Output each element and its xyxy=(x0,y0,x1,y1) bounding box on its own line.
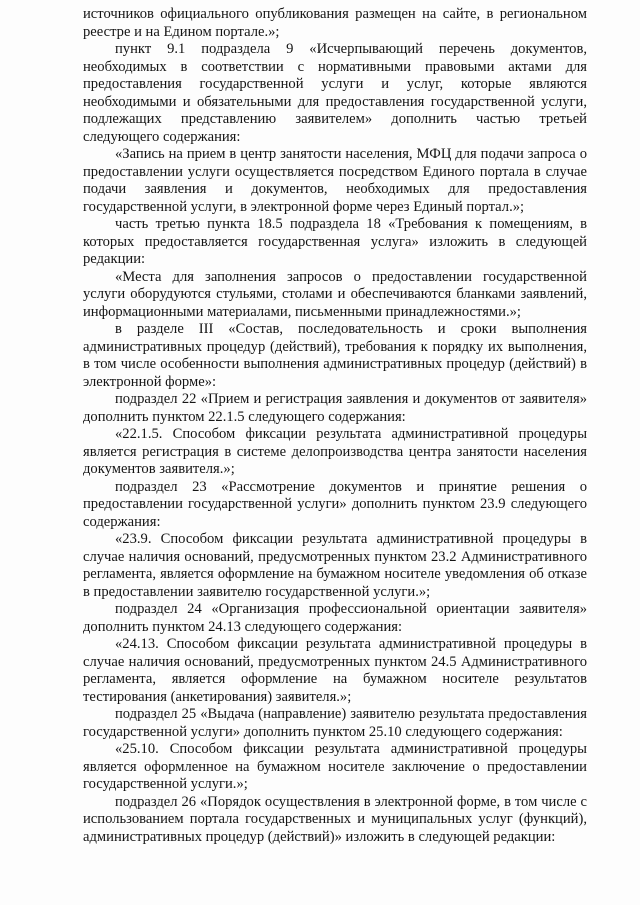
paragraph-continuation: источников официального опубликования размещен на сайте, в региональном реестре и на Едином портале.»; xyxy=(83,6,587,40)
paragraph-subsection-26: подраздел 26 «Порядок осуществления в электронной форме, в том числе с использованием портала государственных и муниципальных услуг (функций), административных процедур (действий)» изложить в следующей редакции: xyxy=(83,793,587,845)
paragraph-quote-appointment: «Запись на прием в центр занятости населения, МФЦ для подачи запроса о предоставлении услуги осуществляется посредством Единого портала в случае подачи заявления и документов, необходимых для предоставления государственной услуги, в электронной форме через Единый портал.»; xyxy=(83,146,587,215)
paragraph-item-9-1: пункт 9.1 подраздела 9 «Исчерпывающий перечень документов, необходимых в соответствии с нормативными правовыми актами для предоставления государственной услуги и услуг, которые являются необходимыми и обязательными для предоставления государственной услуги, подлежащих представлению заявителем» дополнить частью третьей следующего содержания: xyxy=(83,41,587,145)
paragraph-quote-23-9: «23.9. Способом фиксации результата административной процедуры в случае наличия оснований, предусмотренных пунктом 23.2 Административного регламента, является оформление на бумажном носителе уведомления об отказе в предоставлении заявителю государственной услуги.»; xyxy=(83,531,587,600)
paragraph-quote-places: «Места для заполнения запросов о предоставлении государственной услуги оборудуются стульями, столами и обеспечиваются бланками заявлений, информационными материалами, письменными принадлежностями.»; xyxy=(83,268,587,320)
paragraph-subsection-25: подраздел 25 «Выдача (направление) заявителю результата предоставления государственной услуги» дополнить пунктом 25.10 следующего содержания: xyxy=(83,706,587,740)
paragraph-subsection-22: подраздел 22 «Прием и регистрация заявления и документов от заявителя» дополнить пунктом 22.1.5 следующего содержания: xyxy=(83,391,587,425)
paragraph-section-3: в разделе III «Состав, последовательность и сроки выполнения административных процедур (действий), требования к порядку их выполнения, в том числе особенности выполнения административных процедур (действий) в электронной форме»: xyxy=(83,321,587,390)
paragraph-quote-22-1-5: «22.1.5. Способом фиксации результата административной процедуры является регистрация в системе делопроизводства центра занятости населения документов заявителя.»; xyxy=(83,426,587,477)
paragraph-quote-25-10: «25.10. Способом фиксации результата административной процедуры является оформленное на бумажном носителе заключение о предоставлении государственной услуги.»; xyxy=(83,741,587,792)
document-body xyxy=(83,6,587,846)
paragraph-quote-24-13: «24.13. Способом фиксации результата административной процедуры в случае наличия оснований, предусмотренных пунктом 24.5 Административного регламента, является оформление на бумажном носителе результатов тестирования (анкетирования) заявителя.»; xyxy=(83,636,587,705)
paragraph-item-18-5: часть третью пункта 18.5 подраздела 18 «Требования к помещениям, в которых предоставляется государственная услуга» изложить в следующей редакции: xyxy=(83,216,587,267)
paragraph-subsection-24: подраздел 24 «Организация профессиональной ориентации заявителя» дополнить пунктом 24.13 следующего содержания: xyxy=(83,601,587,635)
paragraph-subsection-23: подраздел 23 «Рассмотрение документов и принятие решения о предоставлении государственной услуги» дополнить пунктом 23.9 следующего содержания: xyxy=(83,478,587,530)
